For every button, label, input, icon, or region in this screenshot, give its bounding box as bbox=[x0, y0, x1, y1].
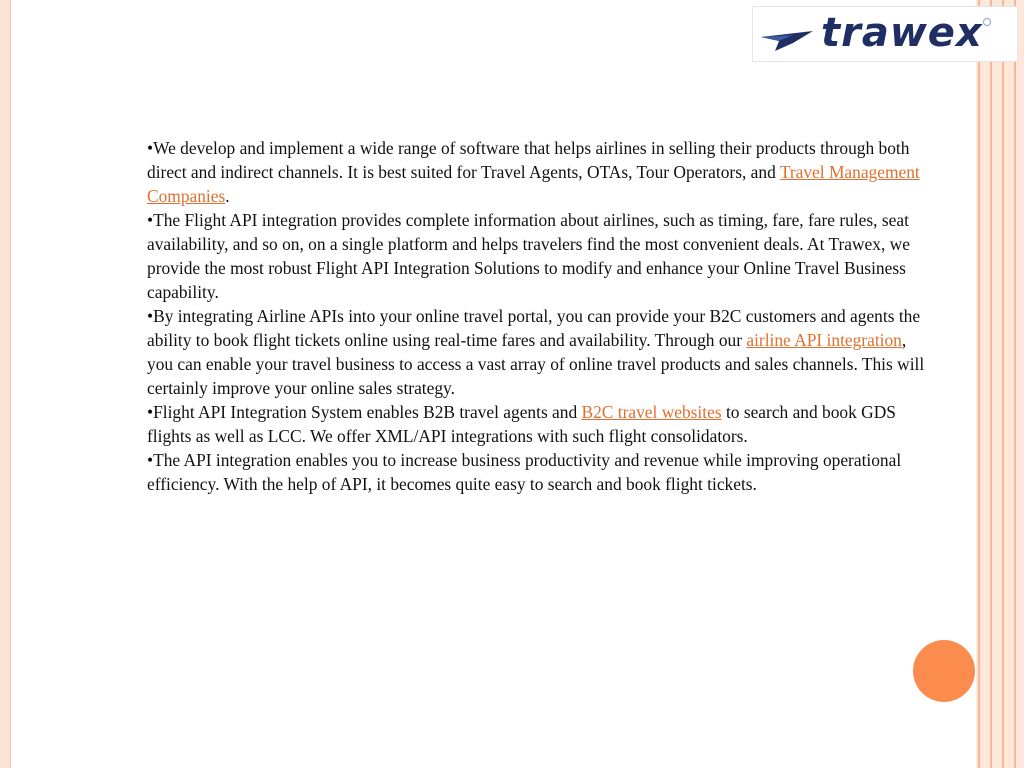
plane-arrow-icon bbox=[753, 7, 823, 61]
link-airline-api-integration[interactable]: airline API integration bbox=[746, 330, 902, 350]
paragraph-software: •We develop and implement a wide range of software that helps airlines in selling their products through both direct and indirect channels. It is best suited for Travel Agents, OTAs, Tour Operators, and Travel Management Companies. bbox=[147, 138, 920, 206]
paragraph-b2b-b2c: •Flight API Integration System enables B2B travel agents and B2C travel websites to search and book GDS flights as well as LCC. We offer XML/API integrations with such flight consolidators. bbox=[147, 402, 896, 446]
trawex-logo[interactable] bbox=[752, 6, 1018, 62]
right-decorative-stripes bbox=[976, 0, 1024, 768]
paragraph-productivity: •The API integration enables you to increase business productivity and revenue while improving operational efficiency. With the help of API, it becomes quite easy to search and book flight tickets. bbox=[147, 450, 902, 494]
link-travel-management-companies[interactable]: Travel Management Companies bbox=[147, 162, 920, 206]
logo-wordmark: trawex bbox=[821, 10, 983, 56]
link-b2c-travel-websites[interactable]: B2C travel websites bbox=[581, 402, 722, 422]
paragraph-airline-apis: •By integrating Airline APIs into your online travel portal, you can provide your B2C customers and agents the ability to book flight tickets online using real-time fares and availability. Through our airline API integration, you can enable your travel business to access a vast array of online travel products and sales channels. This will certainly improve your online sales strategy. bbox=[147, 306, 925, 398]
paragraph-flight-api: •The Flight API integration provides complete information about airlines, such as timing, fare, fare rules, seat availability, and so on, on a single platform and helps travelers find the most convenient deals. At Trawex, we provide the most robust Flight API Integration Solutions to modify and enhance your Online Travel Business capability. bbox=[147, 210, 910, 302]
left-decorative-band bbox=[0, 0, 11, 768]
orange-circle-decoration bbox=[913, 640, 975, 702]
slide-body bbox=[147, 136, 929, 496]
logo-registered-dot bbox=[983, 18, 991, 26]
